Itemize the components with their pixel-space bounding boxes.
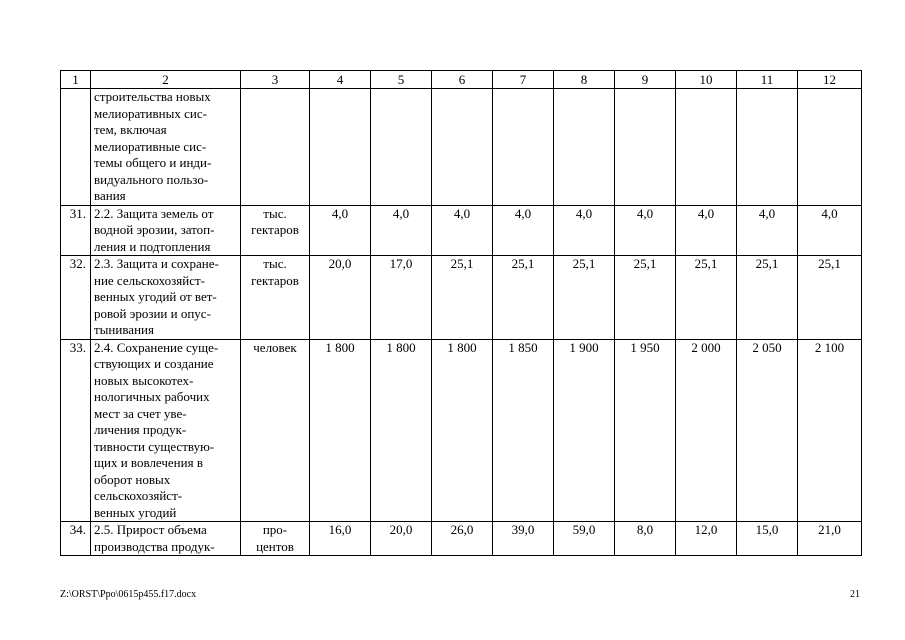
- header-cell: 1: [61, 71, 91, 89]
- value-cell: 20,0: [371, 522, 432, 556]
- unit-cell: тыс. гектаров: [241, 205, 310, 256]
- unit-cell: тыс. гектаров: [241, 256, 310, 340]
- value-cell: 4,0: [676, 205, 737, 256]
- value-cell: [676, 89, 737, 206]
- value-cell: [798, 89, 862, 206]
- header-cell: 12: [798, 71, 862, 89]
- unit-cell: человек: [241, 339, 310, 522]
- value-cell: 25,1: [554, 256, 615, 340]
- value-cell: 26,0: [432, 522, 493, 556]
- header-cell: 11: [737, 71, 798, 89]
- indicator-name-cell: 2.3. Защита и сохране- ние сельскохозяйст- венных угодий от вет- ровой эрозии и опус- тынивания: [91, 256, 241, 340]
- header-cell: 7: [493, 71, 554, 89]
- value-cell: 8,0: [615, 522, 676, 556]
- value-cell: 1 800: [310, 339, 371, 522]
- unit-cell: про- центов: [241, 522, 310, 556]
- value-cell: 39,0: [493, 522, 554, 556]
- header-cell: 10: [676, 71, 737, 89]
- value-cell: 25,1: [798, 256, 862, 340]
- header-cell: 9: [615, 71, 676, 89]
- table-row: [61, 256, 862, 340]
- value-cell: [371, 89, 432, 206]
- value-cell: 4,0: [310, 205, 371, 256]
- indicator-name-cell: 2.5. Прирост объема производства продук-: [91, 522, 241, 556]
- value-cell: 20,0: [310, 256, 371, 340]
- header-cell: 5: [371, 71, 432, 89]
- table-row: [61, 522, 862, 556]
- value-cell: 1 800: [371, 339, 432, 522]
- value-cell: 25,1: [493, 256, 554, 340]
- document-path: Z:\ORST\Ppo\0615p455.f17.docx: [60, 589, 197, 600]
- value-cell: 25,1: [676, 256, 737, 340]
- row-number-cell: 33.: [61, 339, 91, 522]
- value-cell: 1 800: [432, 339, 493, 522]
- header-cell: 6: [432, 71, 493, 89]
- value-cell: 4,0: [798, 205, 862, 256]
- page-number: 21: [850, 589, 860, 600]
- value-cell: [737, 89, 798, 206]
- row-number-cell: 31.: [61, 205, 91, 256]
- value-cell: 4,0: [615, 205, 676, 256]
- value-cell: 1 900: [554, 339, 615, 522]
- value-cell: 17,0: [371, 256, 432, 340]
- value-cell: 2 050: [737, 339, 798, 522]
- value-cell: 12,0: [676, 522, 737, 556]
- indicator-name-cell: строительства новых мелиоративных сис- тем, включая мелиоративные сис- темы общего и инди- видуального пользо- вания: [91, 89, 241, 206]
- table-row: [61, 339, 862, 522]
- row-number-cell: [61, 89, 91, 206]
- value-cell: 15,0: [737, 522, 798, 556]
- row-number-cell: 32.: [61, 256, 91, 340]
- indicator-name-cell: 2.4. Сохранение суще- ствующих и создание новых высокотех- нологичных рабочих мест за счет уве- личения продук- тивности существую- щих и вовлечения в оборот новых сельскохозяйст- венных угодий: [91, 339, 241, 522]
- unit-cell: [241, 89, 310, 206]
- table-header-row: [61, 71, 862, 89]
- value-cell: 25,1: [432, 256, 493, 340]
- value-cell: 2 000: [676, 339, 737, 522]
- indicator-name-cell: 2.2. Защита земель от водной эрозии, затоп- ления и подтопления: [91, 205, 241, 256]
- value-cell: 4,0: [554, 205, 615, 256]
- header-cell: 2: [91, 71, 241, 89]
- value-cell: [432, 89, 493, 206]
- value-cell: [615, 89, 676, 206]
- value-cell: [493, 89, 554, 206]
- value-cell: 25,1: [615, 256, 676, 340]
- value-cell: [310, 89, 371, 206]
- value-cell: 16,0: [310, 522, 371, 556]
- header-cell: 3: [241, 71, 310, 89]
- value-cell: 4,0: [737, 205, 798, 256]
- row-number-cell: 34.: [61, 522, 91, 556]
- value-cell: 4,0: [432, 205, 493, 256]
- header-cell: 8: [554, 71, 615, 89]
- value-cell: 1 950: [615, 339, 676, 522]
- value-cell: [554, 89, 615, 206]
- value-cell: 21,0: [798, 522, 862, 556]
- value-cell: 1 850: [493, 339, 554, 522]
- value-cell: 4,0: [493, 205, 554, 256]
- table-row: [61, 89, 862, 206]
- value-cell: 25,1: [737, 256, 798, 340]
- value-cell: 59,0: [554, 522, 615, 556]
- table-row: [61, 205, 862, 256]
- value-cell: 4,0: [371, 205, 432, 256]
- indicators-table: [60, 70, 862, 556]
- value-cell: 2 100: [798, 339, 862, 522]
- header-cell: 4: [310, 71, 371, 89]
